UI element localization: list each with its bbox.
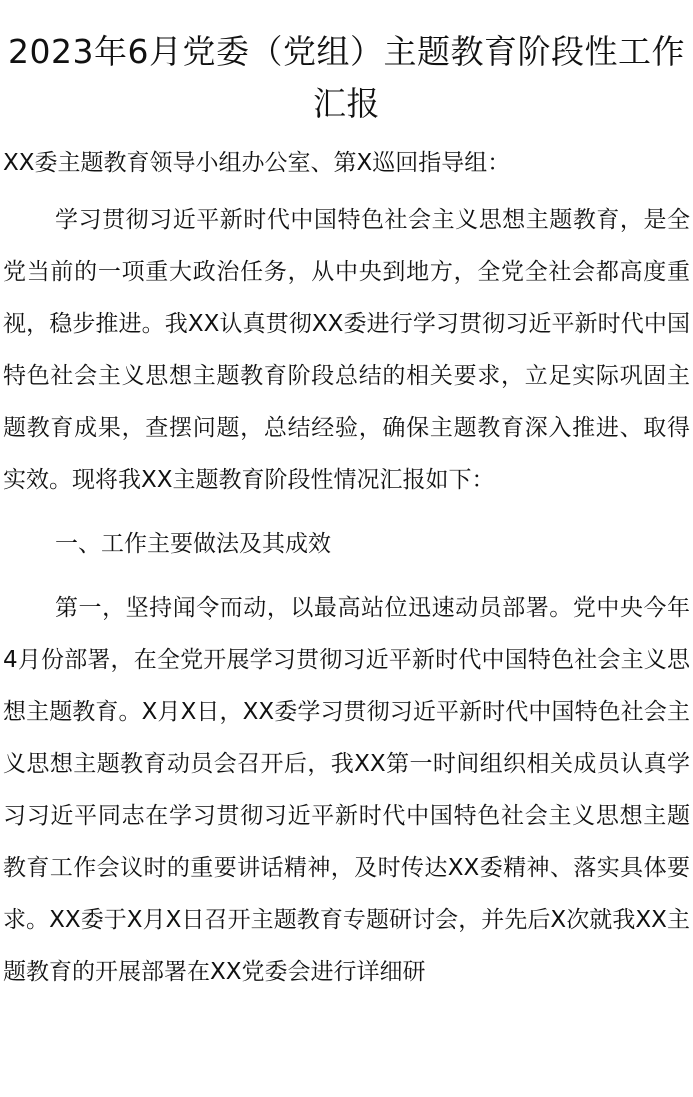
document-title: 2023年6月党委（党组）主题教育阶段性工作汇报 [8, 32, 685, 123]
paragraph-first-point: 第一，坚持闻令而动，以最高站位迅速动员部署。党中央今年4月份部署，在全党开展学习贯彻习近平新时代中国特色社会主义思想主题教育。X月X日，XX委学习贯彻习近平新时代中国特色社会主义思想主题教育动员会召开后，我XX第一时间组织相关成员认真学习习近平同志在学习贯彻习近平新时代中国特色社会主义思想主题教育工作会议时的重要讲话精神，及时传达XX委精神、落实具体要求。XX委于X月X日召开主题教育专题研讨会，并先后X次就我XX主题教育的开展部署在XX党委会进行详细研 [3, 595, 690, 985]
paragraph-intro: 学习贯彻习近平新时代中国特色社会主义思想主题教育，是全党当前的一项重大政治任务，从中央到地方，全党全社会都高度重视，稳步推进。我XX认真贯彻XX委进行学习贯彻习近平新时代中国特色社会主义思想主题教育阶段总结的相关要求，立足实际巩固主题教育成果，查摆问题，总结经验，确保主题教育深入推进、取得实效。现将我XX主题教育阶段性情况汇报如下： [3, 207, 690, 493]
section-heading: 一、工作主要做法及其成效 [55, 531, 331, 557]
salutation: XX委主题教育领导小组办公室、第X巡回指导组： [3, 150, 511, 176]
